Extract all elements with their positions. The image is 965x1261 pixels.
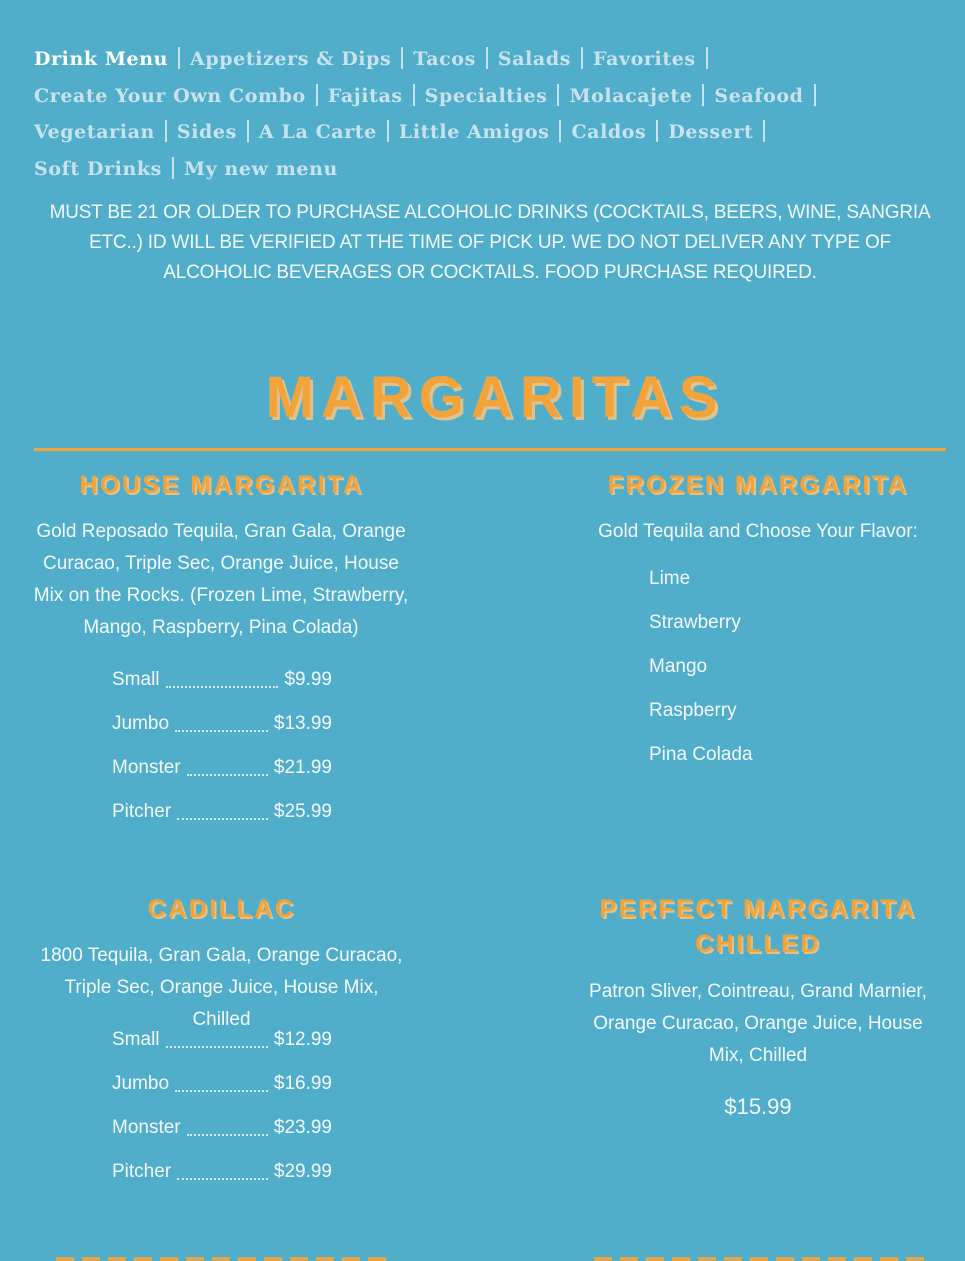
size-label: Pitcher: [112, 801, 172, 822]
nav-separator: [247, 120, 249, 142]
nav-separator: [172, 157, 174, 179]
flavor-option: Raspberry: [649, 700, 737, 721]
nav-sides[interactable]: Sides: [176, 121, 237, 143]
nav-separator: [165, 120, 167, 142]
next-item-title-peek: [56, 1252, 386, 1261]
nav-separator: [178, 47, 180, 69]
flavor-option: Lime: [649, 568, 691, 589]
size-label: Pitcher: [112, 1161, 172, 1182]
nav-separator: [581, 47, 583, 69]
nav-caldos[interactable]: Caldos: [571, 121, 647, 143]
cadillac-size-row: [112, 1021, 332, 1051]
section-divider: [34, 448, 946, 451]
nav-specialties[interactable]: Specialties: [424, 84, 548, 107]
nav-dessert[interactable]: Dessert: [668, 121, 754, 143]
size-label: Small: [112, 1029, 160, 1050]
nav-drink-menu[interactable]: Drink Menu: [34, 48, 169, 70]
cadillac-size-row: [112, 1153, 332, 1183]
nav-create-your-own-combo[interactable]: Create Your Own Combo: [34, 84, 306, 107]
house-size-row: [112, 661, 332, 691]
size-price: $23.99: [273, 1117, 332, 1138]
leader-dots: [166, 686, 279, 688]
nav-molacajete[interactable]: Molacajete: [569, 84, 693, 107]
flavor-option: Mango: [649, 656, 708, 677]
flavor-option: Pina Colada: [649, 744, 753, 765]
house-size-row: [112, 793, 332, 823]
nav-my-new-menu[interactable]: My new menu: [183, 157, 338, 180]
section-title: MARGARITAS: [265, 365, 725, 430]
leader-dots: [166, 1046, 268, 1048]
size-price: $25.99: [273, 801, 332, 822]
size-label: Monster: [112, 757, 181, 778]
size-label: Jumbo: [112, 1073, 170, 1094]
nav-fajitas[interactable]: Fajitas: [327, 84, 403, 107]
nav-seafood[interactable]: Seafood: [714, 84, 804, 107]
house-margarita-description: Gold Reposado Tequila, Gran Gala, Orange Curacao, Triple Sec, Orange Juice, House Mix on the Rocks. (Frozen Lime, Strawberry, Mango, Raspberry, Pina Colada): [33, 521, 409, 638]
nav-separator: [763, 120, 765, 142]
frozen-margarita-description: Gold Tequila and Choose Your Flavor:: [598, 521, 918, 542]
nav-separator: [656, 120, 658, 142]
cadillac-description: 1800 Tequila, Gran Gala, Orange Curacao, Triple Sec, Orange Juice, House Mix, Chilled: [40, 945, 403, 1030]
nav-separator: [557, 84, 559, 106]
size-label: Jumbo: [112, 713, 170, 734]
nav-a-la-carte[interactable]: A La Carte: [258, 121, 377, 143]
cadillac-size-row: [112, 1065, 332, 1095]
nav-appetizers-dips[interactable]: Appetizers & Dips: [190, 48, 392, 70]
nav-separator: [706, 47, 708, 69]
nav-separator: [316, 84, 318, 106]
perfect-margarita-title: PERFECT MARGARITA CHILLED: [599, 895, 917, 958]
next-item-title-peek: [594, 1252, 924, 1261]
cadillac-size-row: [112, 1109, 332, 1139]
perfect-margarita-description: Patron Sliver, Cointreau, Grand Marnier, Orange Curacao, Orange Juice, House Mix, Chilled: [589, 981, 927, 1066]
leader-dots: [175, 1090, 268, 1092]
size-price: $16.99: [273, 1073, 332, 1094]
leader-dots: [187, 1134, 268, 1136]
house-margarita-title: HOUSE MARGARITA: [79, 471, 364, 499]
size-price: $9.99: [284, 669, 332, 690]
house-size-row: [112, 749, 332, 779]
size-price: $12.99: [273, 1029, 332, 1050]
nav-tacos[interactable]: Tacos: [413, 48, 476, 70]
frozen-margarita-title: FROZEN MARGARITA: [607, 471, 909, 499]
nav-separator: [401, 47, 403, 69]
nav-salads[interactable]: Salads: [497, 48, 572, 70]
nav-separator: [702, 84, 704, 106]
age-notice: MUST BE 21 OR OLDER TO PURCHASE ALCOHOLIC DRINKS (COCKTAILS, BEERS, WINE, SANGRIA ETC..) ID WILL BE VERIFIED AT THE TIME OF PICK UP. WE DO NOT DELIVER ANY TYPE OF ALCOHOLIC BEVERAGES OR COCKTAILS. FOOD PURCHASE REQUIRED.: [49, 202, 931, 283]
leader-dots: [175, 730, 268, 732]
nav-separator: [559, 120, 561, 142]
size-price: $29.99: [273, 1161, 332, 1182]
size-label: Monster: [112, 1117, 181, 1138]
size-price: $13.99: [273, 713, 332, 734]
nav-soft-drinks[interactable]: Soft Drinks: [34, 157, 162, 180]
size-label: Small: [112, 669, 160, 690]
nav-favorites[interactable]: Favorites: [593, 48, 696, 70]
cadillac-title: CADILLAC: [147, 895, 296, 923]
nav-separator: [413, 84, 415, 106]
menu-category-nav: [34, 42, 934, 188]
nav-little-amigos[interactable]: Little Amigos: [398, 121, 550, 143]
leader-dots: [177, 1178, 268, 1180]
nav-separator: [814, 84, 816, 106]
size-price: $21.99: [273, 757, 332, 778]
leader-dots: [187, 774, 268, 776]
leader-dots: [177, 818, 268, 820]
house-size-row: [112, 705, 332, 735]
nav-separator: [486, 47, 488, 69]
flavor-option: Strawberry: [649, 612, 741, 633]
nav-separator: [387, 120, 389, 142]
perfect-margarita-price: $15.99: [724, 1094, 792, 1119]
nav-vegetarian[interactable]: Vegetarian: [34, 121, 155, 143]
